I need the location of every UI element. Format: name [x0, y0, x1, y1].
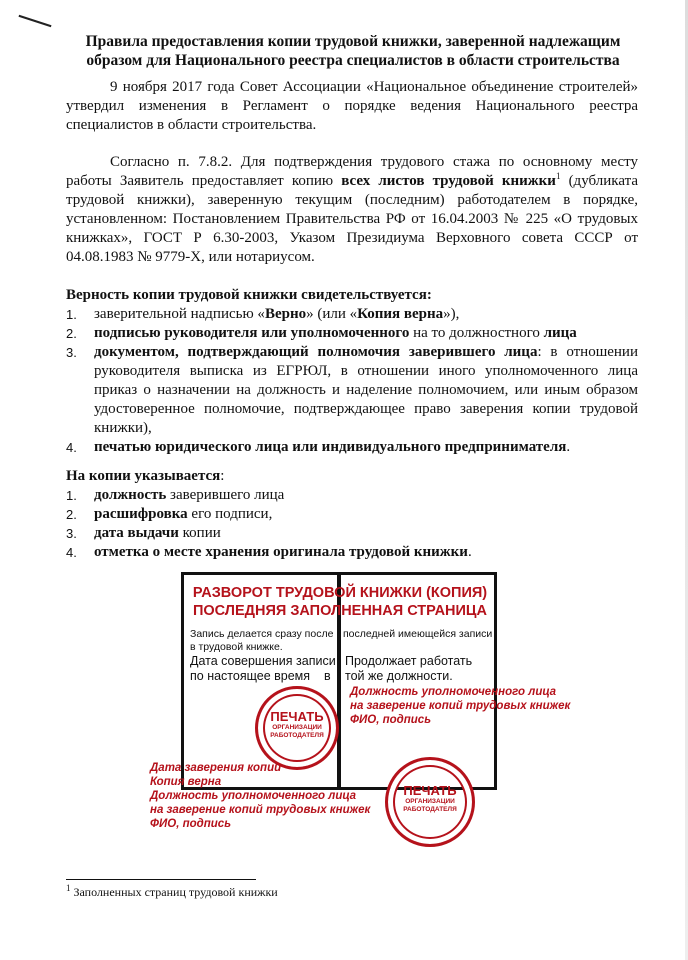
list-number: 2. [66, 326, 77, 341]
list-item [66, 324, 638, 343]
note-line: Копия верна [150, 776, 222, 788]
seal-title: ПЕЧАТЬ [270, 709, 324, 724]
list-number: 1. [66, 307, 77, 322]
item-bold: лица [543, 325, 577, 341]
item-text: : в отношении руководителя выписка из ЕГРЮЛ, в отношении иного уполномоченного лица приказ о назначении на должность и наделение полномочием, или иным образом удостоверенное полномочие, подтверждающее право заверения копии трудовой книжки), [94, 344, 638, 436]
note-line: на заверение копий трудовых книжек [350, 700, 571, 712]
item-bold: отметка о месте хранения оригинала трудовой книжки [94, 544, 468, 560]
item-bold: Копия верна [357, 306, 444, 322]
copy-info-heading [66, 467, 224, 486]
item-text: копии [178, 525, 221, 541]
footnote-ref: 1 [555, 171, 561, 181]
right-entry-big [345, 654, 472, 684]
rule-paragraph [66, 153, 638, 267]
left-big-line-2b: в [324, 669, 331, 683]
item-text: . [467, 544, 472, 560]
list-item [66, 305, 638, 324]
item-text: заверительной надписью « [94, 306, 265, 322]
right-entry-small: последней имеющейся записи [343, 628, 493, 640]
document-title [58, 32, 648, 70]
fidelity-list [66, 305, 638, 457]
list-number: 4. [66, 440, 77, 455]
rule-bold-text: всех листов трудовой книжки [341, 173, 556, 189]
footnote-number: 1 [66, 883, 71, 893]
left-entry-big [190, 654, 336, 684]
item-bold: дата выдачи [94, 525, 179, 541]
left-entry-small [190, 628, 333, 654]
list-item [66, 524, 638, 543]
diagram-header [190, 584, 490, 620]
diagram-header-line-2: ПОСЛЕДНЯЯ ЗАПОЛНЕННАЯ СТРАНИЦА [192, 603, 487, 619]
diagram-header-line-1: РАЗВОРОТ ТРУДОВОЙ КНИЖКИ (КОПИЯ) [192, 585, 488, 601]
seal-subtitle: ОРГАНИЗАЦИИ [405, 798, 455, 805]
left-small-line-2: в трудовой книжке. [190, 641, 283, 653]
note-line: Должность уполномоченного лица [150, 790, 357, 802]
left-signature-note [150, 761, 370, 831]
left-big-line-2: по настоящее время [190, 669, 311, 683]
seal-subtitle: ОРГАНИЗАЦИИ [272, 724, 322, 731]
right-big-line-2: той же должности. [345, 669, 453, 683]
list-item [66, 343, 638, 438]
footnote-rule [66, 879, 256, 880]
list-number: 1. [66, 488, 77, 503]
list-item [66, 543, 638, 562]
item-text: на то должностного [409, 325, 544, 341]
scan-pen-mark [19, 15, 52, 27]
copy-info-list [66, 486, 638, 562]
rule-text-2: (дубликата трудовой книжки), заверенную текущим (последним) работодателем в порядке, установленном: Постановлением Правительства РФ от 16.04.2003 № 225 «О трудовых книжках», ГОСТ Р 6.30-2003, Указом Президиума Верховного совета СССР от 04.08.1983 № 9779-Х, или нотариусом. [66, 173, 638, 265]
note-line: Дата заверения копии [150, 762, 282, 774]
left-small-line-1: Запись делается сразу после [190, 628, 334, 640]
right-big-line-1: Продолжает работать [345, 654, 473, 668]
intro-paragraph: 9 ноября 2017 года Совет Ассоциации «Национальное объединение строителей» утвердил изменения в Регламент о порядке ведения Национального реестра специалистов в области строительства. [66, 79, 638, 133]
item-text: . [566, 439, 571, 455]
title-line-2: образом для Национального реестра специалистов в области строительства [86, 52, 620, 69]
note-line: на заверение копий трудовых книжек [150, 804, 371, 816]
seal-subtitle: РАБОТОДАТЕЛЯ [270, 732, 324, 739]
item-text: » (или « [306, 306, 358, 322]
list-number: 3. [66, 345, 77, 360]
item-text: »), [443, 306, 460, 322]
footnote-text: Заполненных страниц трудовой книжки [73, 885, 278, 899]
item-bold: должность [94, 487, 167, 503]
left-big-line-1: Дата совершения записи [190, 654, 336, 668]
note-line: Должность уполномоченного лица [350, 686, 557, 698]
list-number: 4. [66, 545, 77, 560]
list-number: 3. [66, 526, 77, 541]
list-item [66, 486, 638, 505]
footnote [66, 885, 278, 899]
item-bold: Верно [264, 306, 307, 322]
stamp-seal-left [255, 686, 339, 770]
list-number: 2. [66, 507, 77, 522]
item-text: его подписи, [187, 506, 273, 522]
title-line-1: Правила предоставления копии трудовой книжки, заверенной надлежащим [85, 33, 621, 50]
note-line: ФИО, подпись [150, 818, 232, 830]
stamp-seal-right [385, 757, 475, 847]
note-line: ФИО, подпись [350, 714, 432, 726]
item-bold: печатью юридического лица или индивидуального предпринимателя [94, 439, 567, 455]
rule-text-1: Согласно п. 7.8.2. Для подтверждения трудового стажа по основному месту работы Заявитель предоставляет копию [66, 154, 638, 189]
seal-subtitle: РАБОТОДАТЕЛЯ [403, 806, 457, 813]
list-item [66, 505, 638, 524]
item-bold: документом, подтверждающий полномочия заверившего лица [94, 344, 538, 360]
seal-title: ПЕЧАТЬ [403, 783, 457, 798]
heading-text: На копии указывается [66, 468, 221, 484]
fidelity-heading: Верность копии трудовой книжки свидетельствуется: [66, 287, 432, 303]
item-text: заверившего лица [166, 487, 285, 503]
list-item [66, 438, 638, 457]
heading-colon: : [220, 468, 225, 484]
item-bold: расшифровка [94, 506, 188, 522]
right-signature-note [350, 685, 570, 727]
item-bold: подписью руководителя или уполномоченного [94, 325, 410, 341]
